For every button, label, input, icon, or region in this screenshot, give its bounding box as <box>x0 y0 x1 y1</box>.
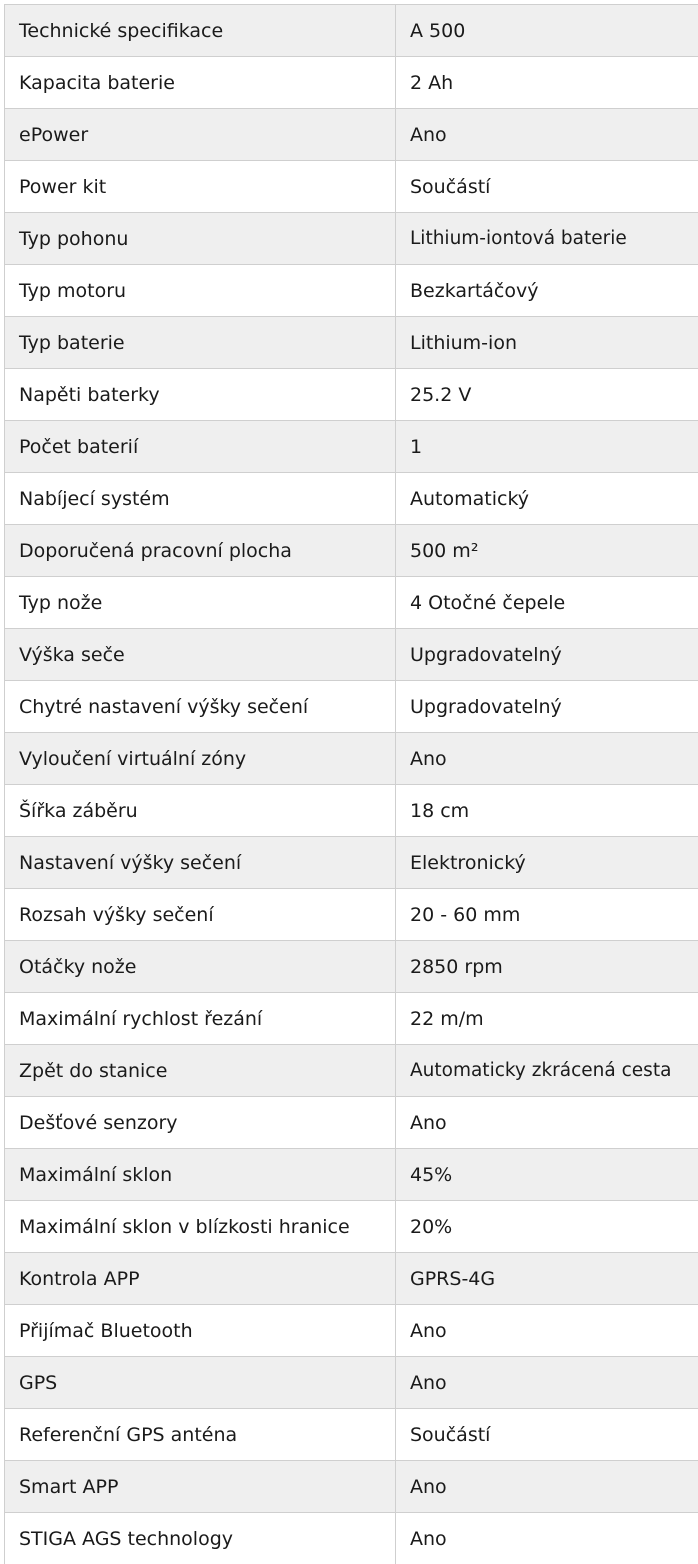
table-row <box>5 1097 698 1149</box>
table-row <box>5 525 698 577</box>
spec-value: 2850 rpm <box>396 941 698 993</box>
table-row <box>5 837 698 889</box>
table-row <box>5 265 698 317</box>
table-row <box>5 473 698 525</box>
table-row <box>5 785 698 837</box>
spec-label: Šířka záběru <box>5 785 396 837</box>
spec-value: Upgradovatelný <box>396 629 698 681</box>
spec-label: Maximální sklon <box>5 1149 396 1201</box>
spec-value: Součástí <box>396 1409 698 1461</box>
spec-label: Typ motoru <box>5 265 396 317</box>
spec-label: Otáčky nože <box>5 941 396 993</box>
spec-value: Elektronický <box>396 837 698 889</box>
spec-label: Vyloučení virtuální zóny <box>5 733 396 785</box>
table-row <box>5 317 698 369</box>
spec-value: 20 - 60 mm <box>396 889 698 941</box>
spec-value: Ano <box>396 1305 698 1357</box>
spec-label: Nastavení výšky sečení <box>5 837 396 889</box>
spec-label: Zpět do stanice <box>5 1045 396 1097</box>
table-row <box>5 1513 698 1564</box>
table-row <box>5 421 698 473</box>
spec-value: 20% <box>396 1201 698 1253</box>
table-row <box>5 1045 698 1097</box>
table-row <box>5 1461 698 1513</box>
spec-label: Smart APP <box>5 1461 396 1513</box>
spec-label: Maximální rychlost řezání <box>5 993 396 1045</box>
table-row <box>5 369 698 421</box>
spec-label: Typ nože <box>5 577 396 629</box>
table-row <box>5 161 698 213</box>
table-row <box>5 1357 698 1409</box>
spec-label: Přijímač Bluetooth <box>5 1305 396 1357</box>
table-row <box>5 629 698 681</box>
table-row <box>5 993 698 1045</box>
table-row <box>5 5 698 57</box>
spec-value: Ano <box>396 109 698 161</box>
spec-label: Typ pohonu <box>5 213 396 265</box>
spec-table-body <box>5 5 698 1564</box>
table-row <box>5 1149 698 1201</box>
spec-value: 4 Otočné čepele <box>396 577 698 629</box>
spec-value: Bezkartáčový <box>396 265 698 317</box>
spec-value: 500 m² <box>396 525 698 577</box>
spec-label: Typ baterie <box>5 317 396 369</box>
spec-value: A 500 <box>396 5 698 57</box>
spec-value: Automaticky zkrácená cesta <box>396 1045 698 1097</box>
spec-value: 2 Ah <box>396 57 698 109</box>
spec-value: Součástí <box>396 161 698 213</box>
table-row <box>5 1201 698 1253</box>
spec-label: Dešťové senzory <box>5 1097 396 1149</box>
spec-value: Ano <box>396 1357 698 1409</box>
spec-label: Chytré nastavení výšky sečení <box>5 681 396 733</box>
spec-value: GPRS-4G <box>396 1253 698 1305</box>
spec-value: 45% <box>396 1149 698 1201</box>
spec-label: Výška seče <box>5 629 396 681</box>
spec-value: Lithium-iontová baterie <box>396 213 698 265</box>
spec-value: 22 m/m <box>396 993 698 1045</box>
spec-label: Technické specifikace <box>5 5 396 57</box>
table-row <box>5 1409 698 1461</box>
spec-value: 1 <box>396 421 698 473</box>
spec-label: Počet baterií <box>5 421 396 473</box>
spec-label: Maximální sklon v blízkosti hranice <box>5 1201 396 1253</box>
spec-label: Kontrola APP <box>5 1253 396 1305</box>
table-row <box>5 1253 698 1305</box>
table-row <box>5 213 698 265</box>
table-row <box>5 941 698 993</box>
table-row <box>5 733 698 785</box>
table-row <box>5 109 698 161</box>
table-row <box>5 889 698 941</box>
spec-label: GPS <box>5 1357 396 1409</box>
spec-value: Upgradovatelný <box>396 681 698 733</box>
spec-label: Napěti baterky <box>5 369 396 421</box>
spec-value: Automatický <box>396 473 698 525</box>
spec-table <box>4 4 698 1564</box>
spec-value: Ano <box>396 733 698 785</box>
spec-value: Ano <box>396 1461 698 1513</box>
table-row <box>5 1305 698 1357</box>
table-row <box>5 681 698 733</box>
spec-label: Rozsah výšky sečení <box>5 889 396 941</box>
spec-value: 18 cm <box>396 785 698 837</box>
spec-value: 25.2 V <box>396 369 698 421</box>
table-row <box>5 57 698 109</box>
table-row <box>5 577 698 629</box>
spec-label: Power kit <box>5 161 396 213</box>
spec-label: Doporučená pracovní plocha <box>5 525 396 577</box>
spec-value: Lithium-ion <box>396 317 698 369</box>
spec-label: Kapacita baterie <box>5 57 396 109</box>
spec-label: Referenční GPS anténa <box>5 1409 396 1461</box>
spec-value: Ano <box>396 1097 698 1149</box>
spec-label: Nabíjecí systém <box>5 473 396 525</box>
spec-label: ePower <box>5 109 396 161</box>
spec-value: Ano <box>396 1513 698 1564</box>
spec-label: STIGA AGS technology <box>5 1513 396 1564</box>
